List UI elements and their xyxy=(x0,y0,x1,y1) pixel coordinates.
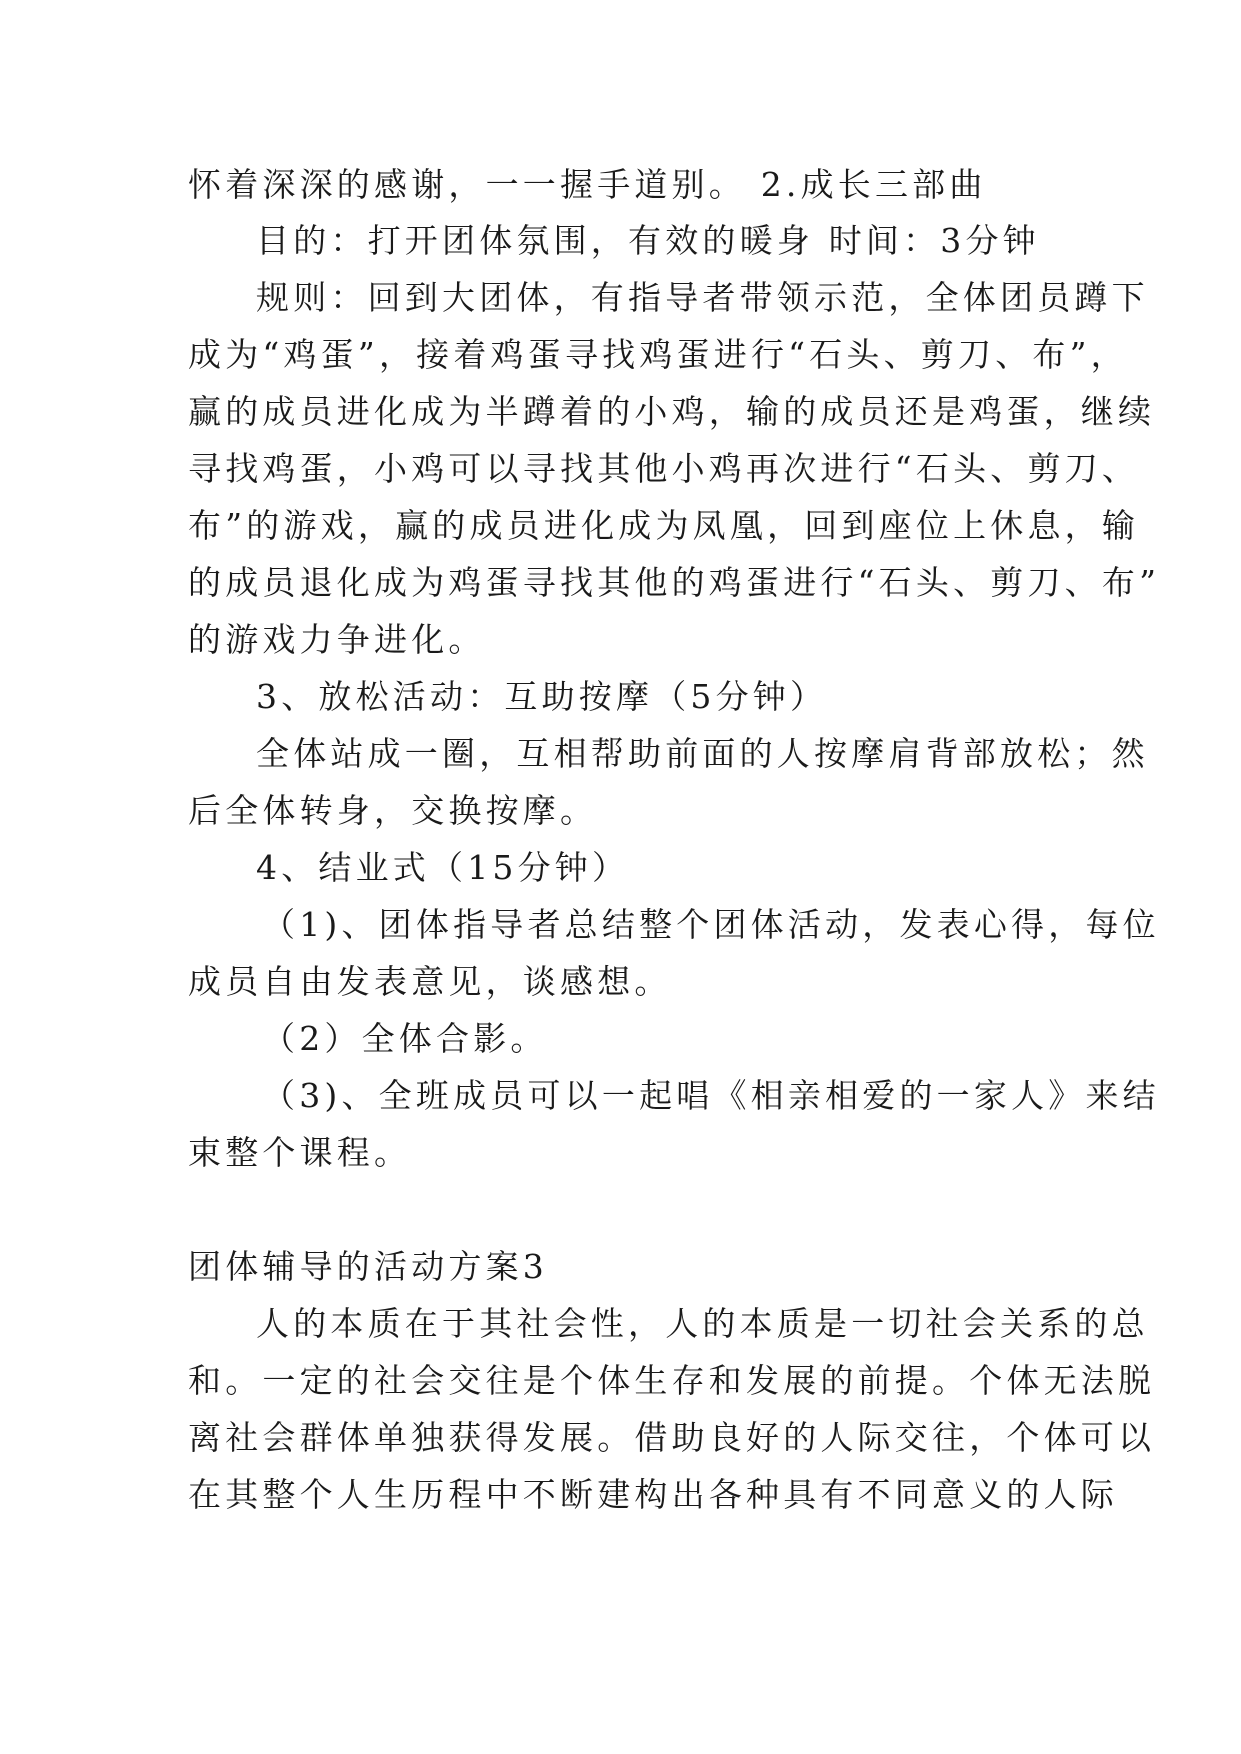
text-line: 在其整个人生历程中不断建构出各种具有不同意义的人际 xyxy=(188,1475,1118,1514)
text-line: 人的本质在于其社会性，人的本质是一切社会关系的总 xyxy=(256,1304,1149,1343)
section-heading: 4、结业式（15分钟） xyxy=(256,848,630,887)
text-line: 和。一定的社会交往是个体生存和发展的前提。个体无法脱 xyxy=(188,1361,1156,1400)
text-line: 目的：打开团体氛围，有效的暖身 时间：3分钟 xyxy=(256,221,1040,260)
list-item: （3)、全班成员可以一起唱《相亲相爱的一家人》来结 xyxy=(262,1076,1160,1115)
document-title: 团体辅导的活动方案3 xyxy=(188,1247,548,1286)
section-heading: 3、放松活动：互助按摩（5分钟） xyxy=(256,677,828,716)
text-line: 寻找鸡蛋，小鸡可以寻找其他小鸡再次进行“石头、剪刀、 xyxy=(188,449,1140,488)
text-line: 赢的成员进化成为半蹲着的小鸡，输的成员还是鸡蛋，继续 xyxy=(188,392,1156,431)
text-line: 怀着深深的感谢，一一握手道别。 2.成长三部曲 xyxy=(188,165,987,204)
list-item: （1)、团体指导者总结整个团体活动，发表心得，每位 xyxy=(262,905,1160,944)
text-line: 的游戏力争进化。 xyxy=(188,620,486,659)
text-line: 后全体转身，交换按摩。 xyxy=(188,791,598,830)
text-line: 全体站成一圈，互相帮助前面的人按摩肩背部放松；然 xyxy=(256,734,1149,773)
text-line: 成为“鸡蛋”，接着鸡蛋寻找鸡蛋进行“石头、剪刀、布”， xyxy=(188,335,1128,374)
text-line: 规则：回到大团体，有指导者带领示范，全体团员蹲下 xyxy=(256,278,1149,317)
list-item: （2）全体合影。 xyxy=(262,1019,548,1058)
text-line: 离社会群体单独获得发展。借助良好的人际交往，个体可以 xyxy=(188,1418,1156,1457)
text-line: 布”的游戏，赢的成员进化成为凤凰，回到座位上休息，输 xyxy=(188,506,1140,545)
text-line: 的成员退化成为鸡蛋寻找其他的鸡蛋进行“石头、剪刀、布” xyxy=(188,563,1161,602)
text-line: 束整个课程。 xyxy=(188,1133,412,1172)
text-line: 成员自由发表意见，谈感想。 xyxy=(188,962,672,1001)
